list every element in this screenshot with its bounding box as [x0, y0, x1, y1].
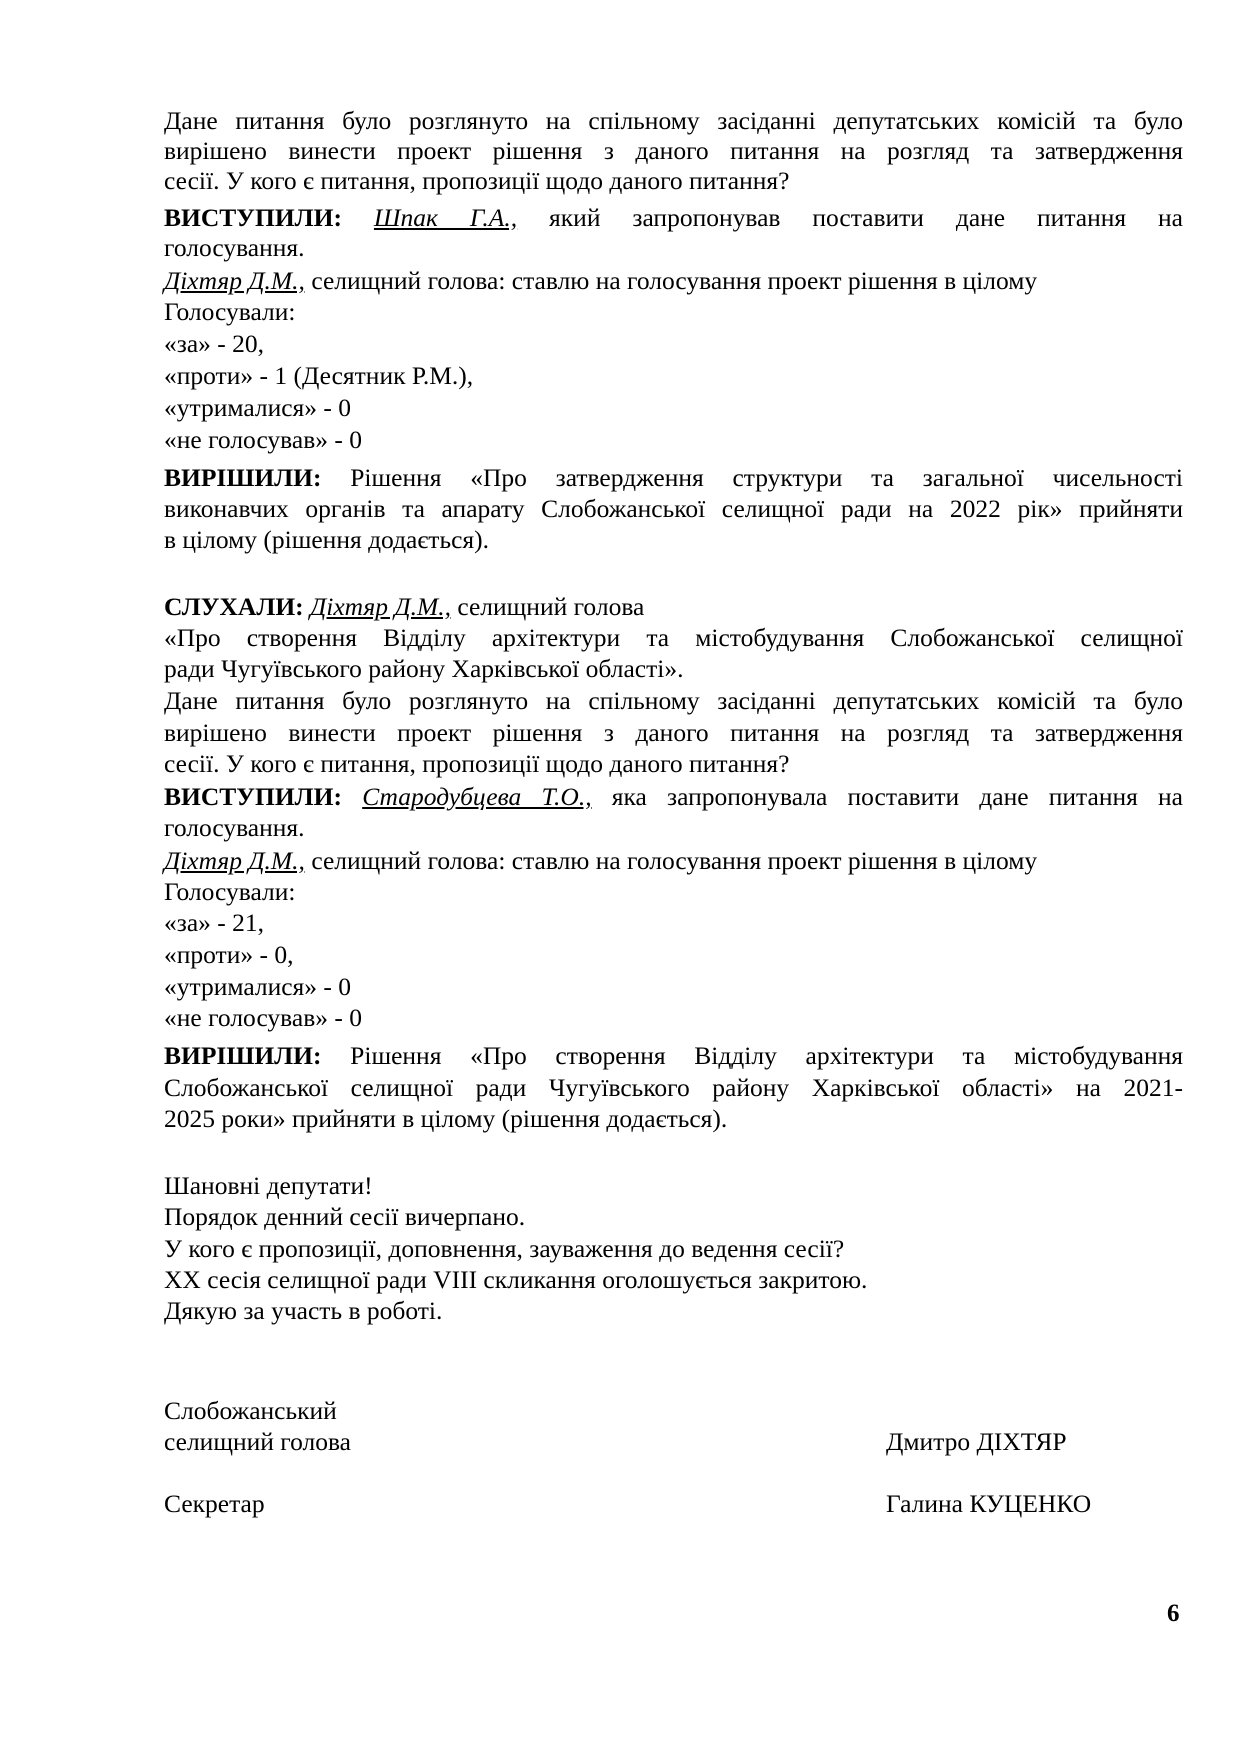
decided-label: ВИРІШИЛИ:	[164, 1041, 322, 1070]
paragraph-line: в цілому (рішення додається).	[164, 525, 489, 554]
closing-line: Шановні депутати!	[164, 1171, 373, 1200]
page-number: 6	[1167, 1600, 1180, 1627]
paragraph-line: сесії. У кого є питання, пропозиції щодо даного питання?	[164, 749, 790, 778]
closing-line: У кого є пропозиції, доповнення, зауваження до ведення сесії?	[164, 1234, 845, 1263]
closing-line: Дякую за участь в роботі.	[164, 1296, 443, 1325]
closing-line: ХХ сесія селищної ради VIII скликання оголошується закритою.	[164, 1265, 868, 1294]
secretary-title: Секретар	[164, 1489, 265, 1518]
paragraph-line: виконавчих органів та апарату Слобожанської селищної ради на 2022 рік» прийняти	[164, 494, 1183, 523]
heard-name: Діхтяр Д.М.,	[310, 592, 451, 621]
paragraph-line: голосування.	[164, 233, 305, 262]
spoke-line	[164, 203, 1183, 233]
head-text: селищний голова: ставлю на голосування проект рішення в цілому	[304, 846, 1038, 875]
head-name: Діхтяр Д.М.,	[164, 266, 305, 295]
paragraph-line: Слобожанської селищної ради Чугуївського району Харківської області» на 2021-	[164, 1073, 1183, 1102]
topic-line: «Про створення Відділу архітектури та містобудування Слобожанської селищної	[164, 623, 1183, 652]
heard-text: селищний голова	[450, 592, 645, 621]
decided-text: Рішення «Про створення Відділу архітектури та містобудування	[321, 1041, 1183, 1070]
closing-line: Порядок денний сесії вичерпано.	[164, 1202, 526, 1231]
spoke-text: яка запропонувала поставити дане питання на	[591, 782, 1184, 811]
voted-label: Голосували:	[164, 877, 296, 906]
decided-label: ВИРІШИЛИ:	[164, 463, 322, 492]
speaker-name: Стародубцева Т.О.,	[362, 782, 592, 811]
spoke-label: ВИСТУПИЛИ:	[164, 203, 342, 232]
spoke-line	[164, 782, 1183, 812]
paragraph-line: вирішено винести проект рішення з даного питання на розгляд та затвердження	[164, 136, 1183, 165]
spoke-text: який запропонував поставити дане питання на	[517, 203, 1183, 232]
vote-against: «проти» - 0,	[164, 940, 294, 969]
voted-label: Голосували:	[164, 297, 296, 326]
head-title: Слобожанський	[164, 1396, 337, 1425]
head-statement	[164, 846, 1037, 876]
paragraph-line: Дане питання було розглянуто на спільному засіданні депутатських комісій та було	[164, 686, 1183, 715]
head-statement	[164, 266, 1037, 296]
vote-abstain: «утрималися» - 0	[164, 972, 352, 1001]
vote-novote: «не голосував» - 0	[164, 1003, 362, 1032]
paragraph-line: сесії. У кого є питання, пропозиції щодо даного питання?	[164, 166, 790, 195]
paragraph-line: вирішено винести проект рішення з даного питання на розгляд та затвердження	[164, 718, 1183, 747]
paragraph-line: голосування.	[164, 813, 305, 842]
head-signature-name: Дмитро ДІХТЯР	[886, 1427, 1067, 1456]
heard-line	[164, 592, 644, 622]
speaker-name: Шпак Г.А.,	[373, 203, 518, 232]
decided-text: Рішення «Про затвердження структури та загальної чисельності	[321, 463, 1183, 492]
paragraph-line: 2025 роки» прийняти в цілому (рішення додається).	[164, 1104, 728, 1133]
head-name: Діхтяр Д.М.,	[164, 846, 305, 875]
head-text: селищний голова: ставлю на голосування проект рішення в цілому	[304, 266, 1038, 295]
spoke-label: ВИСТУПИЛИ:	[164, 782, 342, 811]
decided-line	[164, 463, 1183, 493]
heard-label: СЛУХАЛИ:	[164, 592, 304, 621]
vote-abstain: «утрималися» - 0	[164, 393, 352, 422]
decided-line	[164, 1041, 1183, 1071]
head-title: селищний голова	[164, 1427, 352, 1456]
paragraph-line: Дане питання було розглянуто на спільному засіданні депутатських комісій та було	[164, 106, 1183, 135]
topic-line: ради Чугуївського району Харківської області».	[164, 654, 684, 683]
secretary-signature-name: Галина КУЦЕНКО	[886, 1489, 1092, 1518]
vote-against: «проти» - 1 (Десятник Р.М.),	[164, 361, 474, 390]
vote-novote: «не голосував» - 0	[164, 425, 362, 454]
vote-for: «за» - 20,	[164, 329, 265, 358]
vote-for: «за» - 21,	[164, 908, 265, 937]
